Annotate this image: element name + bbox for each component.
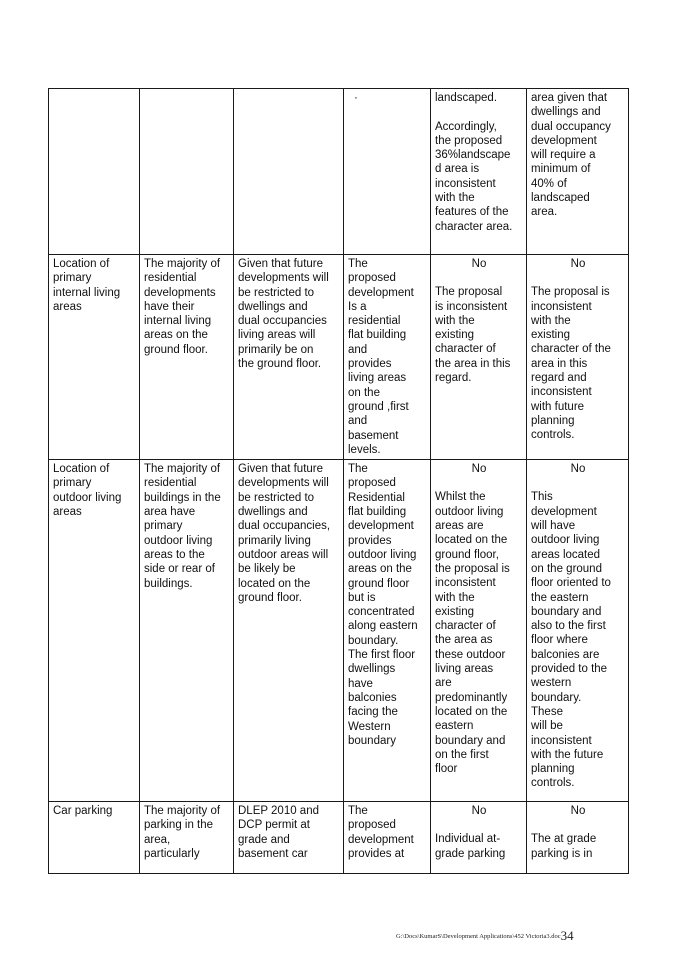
consistency-future-cell: No The proposal is inconsistent with the existing character of the area in this regard and inconsistent with future planning controls. [527, 255, 629, 460]
proposal-cell: The proposed development provides at [344, 802, 431, 874]
future-character-cell: Given that future developments will be restricted to dwellings and dual occupancies living areas will primarily be on the ground floor. [234, 255, 344, 460]
consistency-existing-cell: No Individual at- grade parking [431, 802, 527, 874]
table-row [49, 460, 629, 802]
consistency-future-cell: No The at grade parking is in [527, 802, 629, 874]
table-cell [234, 89, 344, 255]
proposal-cell: The proposed development Is a residential flat building and provides living areas on the ground ,first and basement levels. [344, 255, 431, 460]
element-cell: Location of primary outdoor living areas [49, 460, 140, 802]
compliance-answer: No [471, 805, 487, 818]
consistency-future-cell: No This development will have outdoor living areas located on the ground floor oriented to the eastern boundary and also to the first floor where balconies are provided to the western boundary. These will be inconsistent with the future planning controls. [527, 460, 629, 802]
page-number: 34 [560, 928, 574, 943]
page-footer [396, 926, 574, 942]
compliance-answer: No [570, 805, 586, 818]
table-cell: area given that dwellings and dual occupancy development will require a minimum of 40% of landscaped area. [527, 89, 629, 255]
existing-character-cell: The majority of residential buildings in the area have primary outdoor living areas to the side or rear of buildings. [140, 460, 234, 802]
compliance-answer: No [471, 463, 487, 476]
table-row [49, 89, 629, 255]
future-character-cell: DLEP 2010 and DCP permit at grade and basement car [234, 802, 344, 874]
file-path: G:\Docs\KumarS\Development Applications\452 Victoria3.doc [396, 933, 561, 940]
element-cell: Location of primary internal living areas [49, 255, 140, 460]
compliance-answer: No [471, 258, 487, 270]
existing-character-cell: The majority of residential developments have their internal living areas on the ground floor. [140, 255, 234, 460]
consistency-existing-cell: No Whilst the outdoor living areas are located on the ground floor, the proposal is inconsistent with the existing character of the area as these outdoor living areas are predominantly located on the eastern boundary and on the first floor [431, 460, 527, 802]
consistency-existing-cell: No The proposal is inconsistent with the existing character of the area in this regard. [431, 255, 527, 460]
future-character-cell: Given that future developments will be restricted to dwellings and dual occupancies, primarily living outdoor areas will be likely be located on the ground floor. [234, 460, 344, 802]
compliance-answer: No [570, 258, 586, 270]
element-cell: Car parking [49, 802, 140, 874]
table-row [49, 802, 629, 874]
character-assessment-table [48, 88, 629, 874]
table-row [49, 255, 629, 460]
table-cell: landscaped. Accordingly, the proposed 36%landscape d area is inconsistent with the features of the character area. [431, 89, 527, 255]
compliance-answer: No [570, 463, 586, 476]
table-cell [49, 89, 140, 255]
proposal-cell: The proposed Residential flat building development provides outdoor living areas on the ground floor but is concentrated along eastern boundary. The first floor dwellings have balconies facing the Western boundary [344, 460, 431, 802]
table-cell [140, 89, 234, 255]
table-cell: · [344, 89, 431, 255]
existing-character-cell: The majority of parking in the area, particularly [140, 802, 234, 874]
